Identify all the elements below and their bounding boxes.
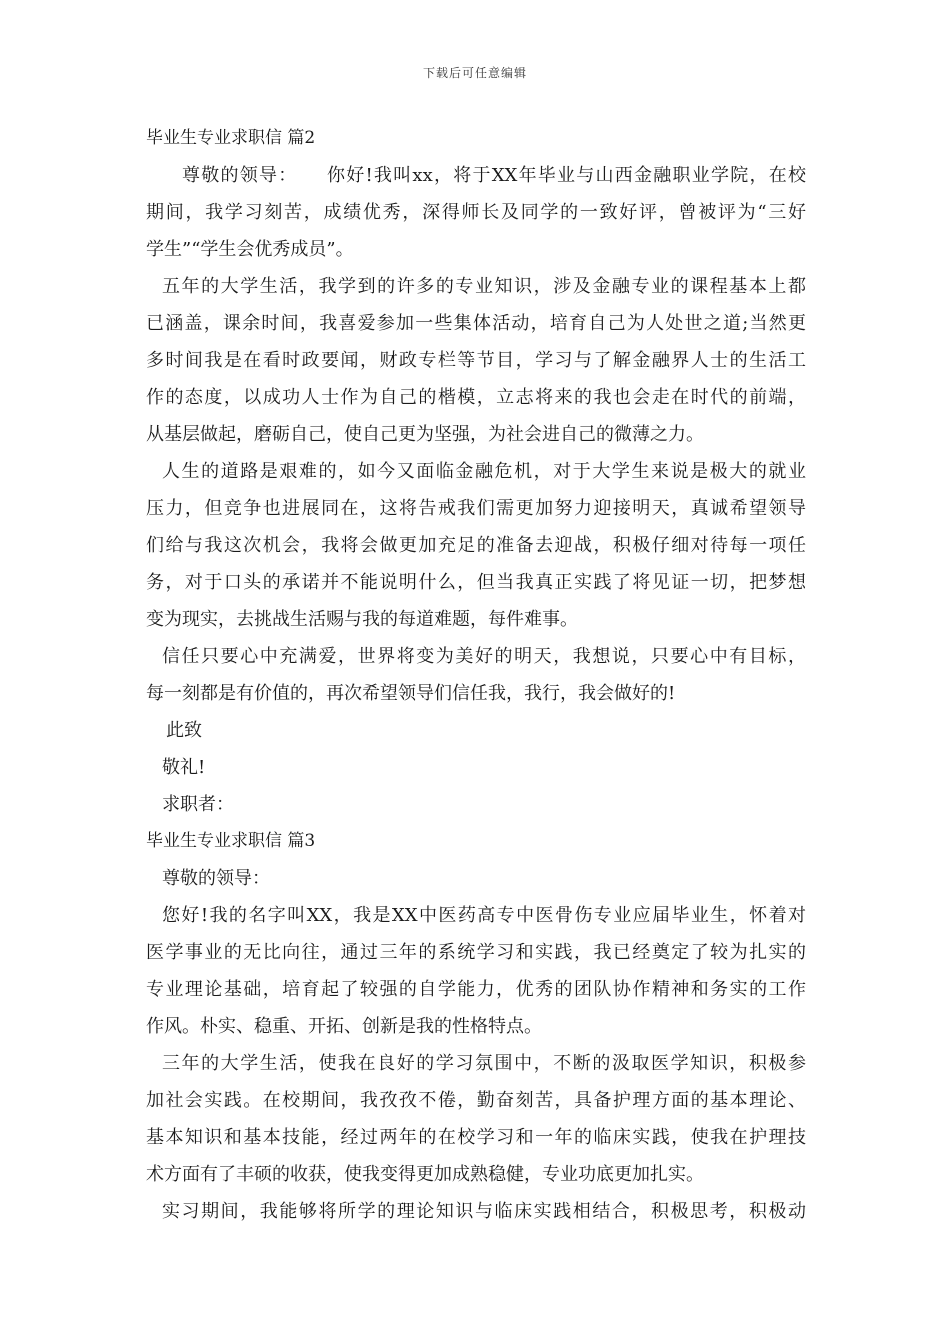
text-line: 从基层做起，磨砺自己，使自己更为坚强，为社会进自己的微薄之力。 [146, 424, 704, 445]
text-line: 人生的道路是艰难的，如今又面临金融危机，对于大学生来说是极大的就业 [162, 461, 806, 482]
text-line: 术方面有了丰硕的收获，使我变得更加成熟稳健，专业功底更加扎实。 [146, 1164, 704, 1185]
text-line: 医学事业的无比向往，通过三年的系统学习和实践，我已经奠定了较为扎实的 [146, 942, 806, 963]
text-line: 五年的大学生活，我学到的许多的专业知识，涉及金融专业的课程基本上都 [162, 276, 806, 297]
text-line: 实习期间，我能够将所学的理论知识与临床实践相结合，积极思考，积极动 [162, 1201, 806, 1222]
text-line: 敬礼! [162, 757, 206, 778]
text-line: 尊敬的领导： 你好!我叫xx，将于XX年毕业与山西金融职业学院，在校 [182, 165, 806, 186]
text-line: 务，对于口头的承诺并不能说明什么，但当我真正实践了将见证一切，把梦想 [146, 572, 806, 593]
text-line: 作风。朴实、稳重、开拓、创新是我的性格特点。 [146, 1016, 542, 1037]
text-line: 尊敬的领导： [162, 868, 270, 889]
text-line: 此致 [166, 720, 202, 741]
text-line: 学生”“学生会优秀成员”。 [146, 239, 354, 260]
text-line: 压力，但竞争也进展同在，这将告戒我们需更加努力迎接明天，真诚希望领导 [146, 498, 806, 519]
text-line: 多时间我是在看时政要闻，财政专栏等节目，学习与了解金融界人士的生活工 [146, 350, 806, 371]
section-heading: 毕业生专业求职信 篇2 [146, 128, 316, 148]
text-line: 期间，我学习刻苦，成绩优秀，深得师长及同学的一致好评，曾被评为“三好 [146, 202, 806, 223]
text-line: 基本知识和基本技能，经过两年的在校学习和一年的临床实践，使我在护理技 [146, 1127, 806, 1148]
text-line: 们给与我这次机会，我将会做更加充足的准备去迎战，积极仔细对待每一项任 [146, 535, 806, 556]
header-note: 下载后可任意编辑 [422, 66, 527, 80]
letter-body [146, 120, 806, 1230]
text-line: 已涵盖，课余时间，我喜爱参加一些集体活动，培育自己为人处世之道;当然更 [146, 313, 806, 334]
text-line: 每一刻都是有价值的，再次希望领导们信任我，我行，我会做好的! [146, 683, 676, 704]
text-line: 求职者： [162, 794, 234, 815]
text-line: 作的态度，以成功人士作为自己的楷模，立志将来的我也会走在时代的前端， [146, 387, 806, 408]
text-line: 三年的大学生活，使我在良好的学习氛围中，不断的汲取医学知识，积极参 [162, 1053, 806, 1074]
text-line: 您好!我的名字叫XX，我是XX中医药高专中医骨伤专业应届毕业生，怀着对 [162, 905, 806, 926]
text-line: 加社会实践。在校期间，我孜孜不倦，勤奋刻苦，具备护理方面的基本理论、 [146, 1090, 806, 1111]
text-line: 变为现实，去挑战生活赐与我的每道难题，每件难事。 [146, 609, 578, 630]
text-line: 信任只要心中充满爱，世界将变为美好的明天，我想说，只要心中有目标， [162, 646, 806, 667]
section-heading: 毕业生专业求职信 篇3 [146, 831, 316, 851]
text-line: 专业理论基础，培育起了较强的自学能力，优秀的团队协作精神和务实的工作 [146, 979, 806, 1000]
